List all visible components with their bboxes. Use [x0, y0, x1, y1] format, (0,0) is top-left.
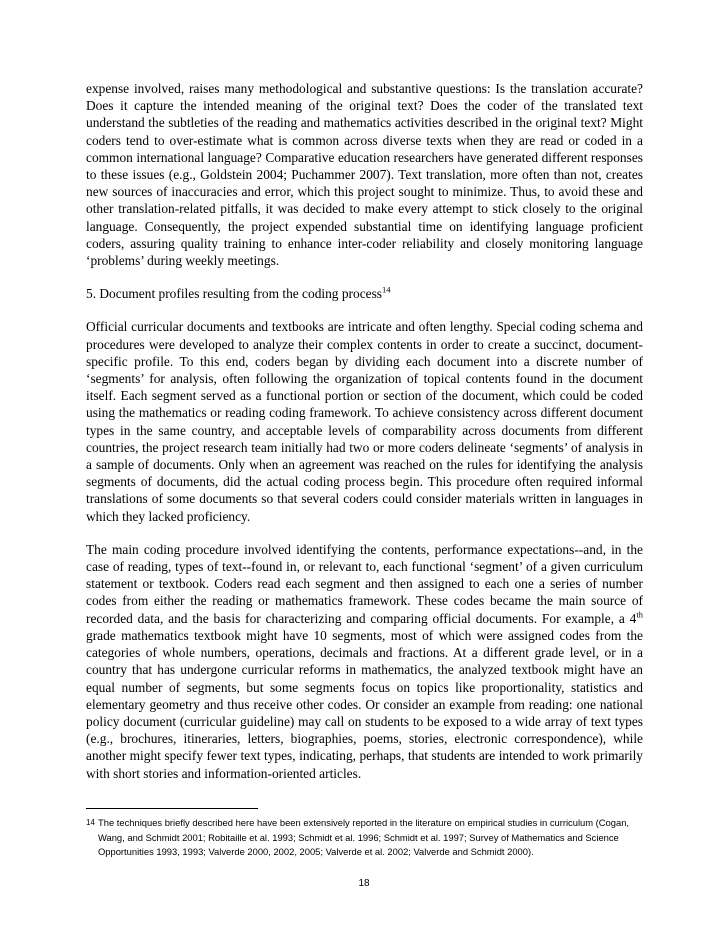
footnote-divider: [86, 808, 258, 809]
ordinal-superscript: th: [636, 609, 643, 620]
paragraph-document-segments: Official curricular documents and textbooks are intricate and often lengthy. Special coding schema and procedures were developed to analyze their complex contents in order to create a succinct, document-specific profile. To this end, coders began by dividing each document into a discrete number of ‘segments’ for analysis, often following the organization of topical contents found in the document itself. Each segment served as a functional portion or section of the document, which could be coded using the mathematics or reading coding framework. To achieve consistency across different document types in the same country, and acceptable levels of comparability across documents from different countries, the project research team initially had two or more coders delineate ‘segments’ of analysis in a sample of documents. Only when an agreement was reached on the rules for identifying the analysis segments of documents, did the actual coding process begin. This procedure often required informal translations of some documents so that several coders could consider materials written in languages in which they lacked proficiency.: [86, 319, 643, 524]
page-number: 18: [358, 878, 370, 889]
footnote: [86, 816, 644, 860]
section-heading-text: 5. Document profiles resulting from the coding process: [86, 286, 383, 302]
paragraph-coding-procedure-part2: grade mathematics textbook might have 10 segments, most of which were assigned codes from the categories of whole numbers, operations, decimals and fractions. At a different grade level, or in a country that has undergone curricular reforms in mathematics, the analyzed textbook might have an equal number of segments, but some segments focus on topics like proportionality, statistics and elementary geometry and thus receive other codes. Or consider an example from reading: one national policy document (curricular guideline) may call on students to be exposed to a wide array of text types (e.g., brochures, itineraries, letters, biographies, poems, stories, electronic correspondence), while another might specify fewer text types, indicating, perhaps, that students are intended to work primarily with short stories and information-oriented articles.: [86, 627, 643, 781]
footnote-text: The techniques briefly described here have been extensively reported in the literature on empirical studies in curriculum (Cogan, Wang, and Schmidt 2001; Robitaille et al. 1993; Schmidt et al. 1996; Schmidt et al. 1997; Survey of Mathematics and Science Opportunities 1993, 1993; Valverde 2000, 2002, 2005; Valverde et al. 2002; Valverde and Schmidt 2000).: [98, 817, 630, 857]
paragraph-translation: expense involved, raises many methodological and substantive questions: Is the translation accurate? Does it capture the intended meaning of the original text? Does the coder of the translated text understand the subtleties of the reading and mathematics activities described in the original text? Might coders tend to over-estimate what is common across diverse texts when they are read or coded in a common international language? Comparative education researchers have generated different responses to these issues (e.g., Goldstein 2004; Puchammer 2007). Text translation, more often than not, creates new sources of inaccuracies and error, which this project sought to minimize. Thus, to avoid these and other translation-related pitfalls, it was decided to make every attempt to stick closely to the original language. Consequently, the project expended substantial time on identifying language proficient coders, assuring quality training to enhance inter-coder reliability and closely monitoring language ‘problems’ during weekly meetings.: [86, 81, 643, 269]
footnote-reference[interactable]: 14: [382, 284, 391, 295]
body-text: [86, 80, 643, 798]
paragraph-coding-procedure-part1: The main coding procedure involved identifying the contents, performance expectations--and, in the case of reading, types of text--found in, or relevant to, each functional ‘segment’ of a given curriculum statement or textbook. Coders read each segment and then assigned to each one a series of number codes from either the reading or mathematics framework. These codes became the main source of recorded data, and the basis for characterizing and comparing official documents. For example, a 4: [86, 541, 643, 626]
footnote-marker: 14: [86, 818, 95, 827]
section-heading: [86, 285, 643, 302]
paragraph-coding-procedure: [86, 541, 643, 782]
